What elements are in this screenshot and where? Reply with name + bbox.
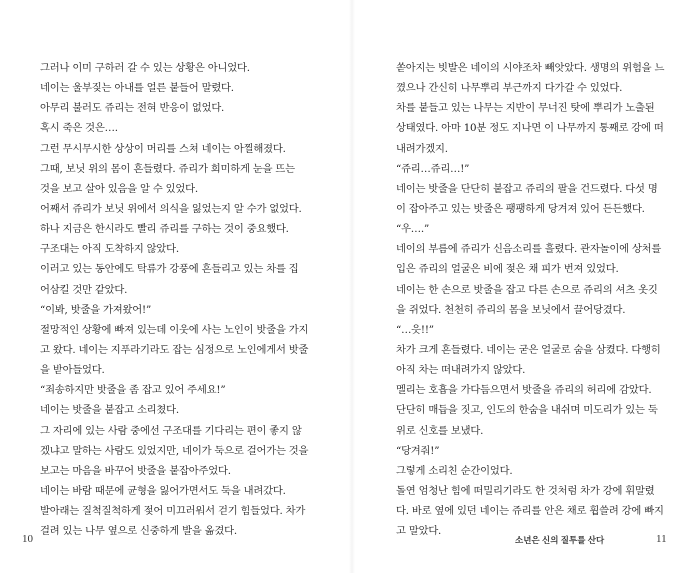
text-line: “우….” bbox=[396, 223, 430, 236]
text-line: 꼈으나 간신히 나무뿌리 부근까지 다가갈 수 있었다. bbox=[396, 82, 623, 95]
text-line: 을 쥐었다. 천천히 쥬리의 몸을 보닛에서 끌어당겼다. bbox=[396, 303, 626, 316]
text-line: 위로 신호를 보냈다. bbox=[396, 424, 484, 437]
text-line: 아무리 불러도 쥬리는 전혀 반응이 없었다. bbox=[40, 102, 225, 115]
text-line: 혹시 죽은 것은…. bbox=[40, 122, 118, 135]
text-line: 그 자리에 있는 사람 중에선 구조대를 기다리는 편이 좋지 않 bbox=[40, 424, 302, 437]
text-line: 멜리는 호흡을 가다듬으면서 밧줄을 쥬리의 허리에 감았다. bbox=[396, 384, 652, 397]
text-line: 네이의 부름에 쥬리가 신음소리를 흘렸다. 관자놀이에 상처를 bbox=[396, 243, 662, 256]
left-page bbox=[40, 58, 333, 541]
text-line: 하나 지금은 한시라도 빨리 쥬리를 구하는 것이 중요했다. bbox=[40, 223, 289, 236]
text-line: 내려가겠지. bbox=[396, 142, 448, 155]
text-line: 네이는 밧줄을 붙잡고 소리쳤다. bbox=[40, 404, 179, 417]
text-line: 쏟아지는 빗발은 네이의 시야조차 빼앗았다. 생명의 위험을 느 bbox=[396, 62, 665, 74]
text-line: 그런 무시무시한 상상이 머리를 스쳐 네이는 아찔해졌다. bbox=[40, 142, 286, 155]
text-line: 고 왔다. 네이는 지푸라기라도 잡는 심정으로 노인에게서 밧줄 bbox=[40, 343, 309, 356]
text-line: 걸려 있는 나무 옆으로 신중하게 발을 옮겼다. bbox=[40, 525, 237, 538]
text-line: 구조대는 아직 도착하지 않았다. bbox=[40, 243, 179, 256]
text-line: 보고는 마음을 바꾸어 밧줄을 붙잡아주었다. bbox=[40, 464, 231, 477]
text-line: 입은 쥬리의 얼굴은 비에 젖은 채 피가 번져 있었다. bbox=[396, 263, 619, 276]
text-line: 절망적인 상황에 빠져 있는데 이웃에 사는 노인이 밧줄을 가지 bbox=[40, 323, 309, 336]
text-line: “당겨줘!” bbox=[396, 444, 440, 457]
text-line: 겠냐고 말하는 사람도 있었지만, 네이가 둑으로 걸어가는 것을 bbox=[40, 444, 309, 457]
left-page-text bbox=[40, 58, 333, 541]
text-line: 네이는 울부짖는 아내를 얼른 붙들어 말렸다. bbox=[40, 82, 234, 95]
text-line: 발아래는 질척질척하게 젖어 미끄러워서 걷기 힘들었다. 차가 bbox=[40, 505, 306, 518]
text-line: 차가 크게 흔들렸다. 네이는 굳은 얼굴로 숨을 삼켰다. 다행히 bbox=[396, 343, 661, 356]
text-line: 네이는 바람 때문에 균형을 잃어가면서도 둑을 내려갔다. bbox=[40, 484, 286, 497]
right-page-text bbox=[396, 58, 678, 541]
text-line: 돌연 엄청난 힘에 떠밀리기라도 한 것처럼 차가 강에 휘말렸 bbox=[396, 484, 655, 497]
text-line: 네이는 밧줄을 단단히 붙잡고 쥬리의 팔을 건드렸다. 다섯 명 bbox=[396, 182, 658, 195]
page-gutter bbox=[349, 0, 355, 573]
text-line: 고 말았다. bbox=[396, 525, 442, 538]
right-page bbox=[396, 58, 678, 541]
text-line: 다. 바로 옆에 있던 네이는 쥬리를 안은 채로 휩쓸려 강에 빠지 bbox=[396, 505, 664, 518]
text-line: 것을 보고 살아 있음을 알 수 있었다. bbox=[40, 182, 198, 195]
text-line: “…읏!!” bbox=[396, 323, 434, 336]
text-line: 상태였다. 아마 10분 정도 지나면 이 나무까지 통째로 강에 떠 bbox=[396, 122, 664, 135]
text-line: 그러나 이미 구하러 갈 수 있는 상황은 아니었다. bbox=[40, 62, 250, 74]
text-line: 그때, 보닛 위의 몸이 흔들렸다. 쥬리가 희미하게 눈을 뜨는 bbox=[40, 162, 295, 175]
page-number-right: 11 bbox=[656, 533, 667, 545]
running-head-book-title: 소년은 신의 질투를 산다 bbox=[515, 535, 605, 545]
text-line: 그렇게 소리친 순간이었다. bbox=[396, 464, 513, 477]
text-line: 어째서 쥬리가 보닛 위에서 의식을 잃었는지 알 수가 없었다. bbox=[40, 202, 302, 215]
text-line: 아직 차는 떠내려가지 않았다. bbox=[396, 364, 526, 377]
text-line: 차를 붙들고 있는 나무는 지반이 무너진 탓에 뿌리가 노출된 bbox=[396, 102, 655, 115]
text-line: 네이는 한 손으로 밧줄을 잡고 다른 손으로 쥬리의 셔츠 옷깃 bbox=[396, 283, 658, 296]
text-line: 이러고 있는 동안에도 탁류가 강풍에 흔들리고 있는 차를 집 bbox=[40, 263, 299, 276]
text-line: 을 받아들었다. bbox=[40, 364, 105, 377]
text-line: 단단히 매듭을 짓고, 인도의 한숨을 내쉬며 미도리가 있는 둑 bbox=[396, 404, 658, 417]
text-line: “이봐, 밧줄을 가져왔어!” bbox=[40, 303, 152, 316]
text-line: “죄송하지만 밧줄을 좀 잡고 있어 주세요!” bbox=[40, 384, 226, 397]
text-line: 이 잡아주고 있는 밧줄은 팽팽하게 당겨져 있어 든든했다. bbox=[396, 202, 645, 215]
page-number-left: 10 bbox=[22, 533, 33, 545]
text-line: 어삼킬 것만 같았다. bbox=[40, 283, 128, 296]
text-line: “쥬리…쥬리…!” bbox=[396, 162, 470, 175]
